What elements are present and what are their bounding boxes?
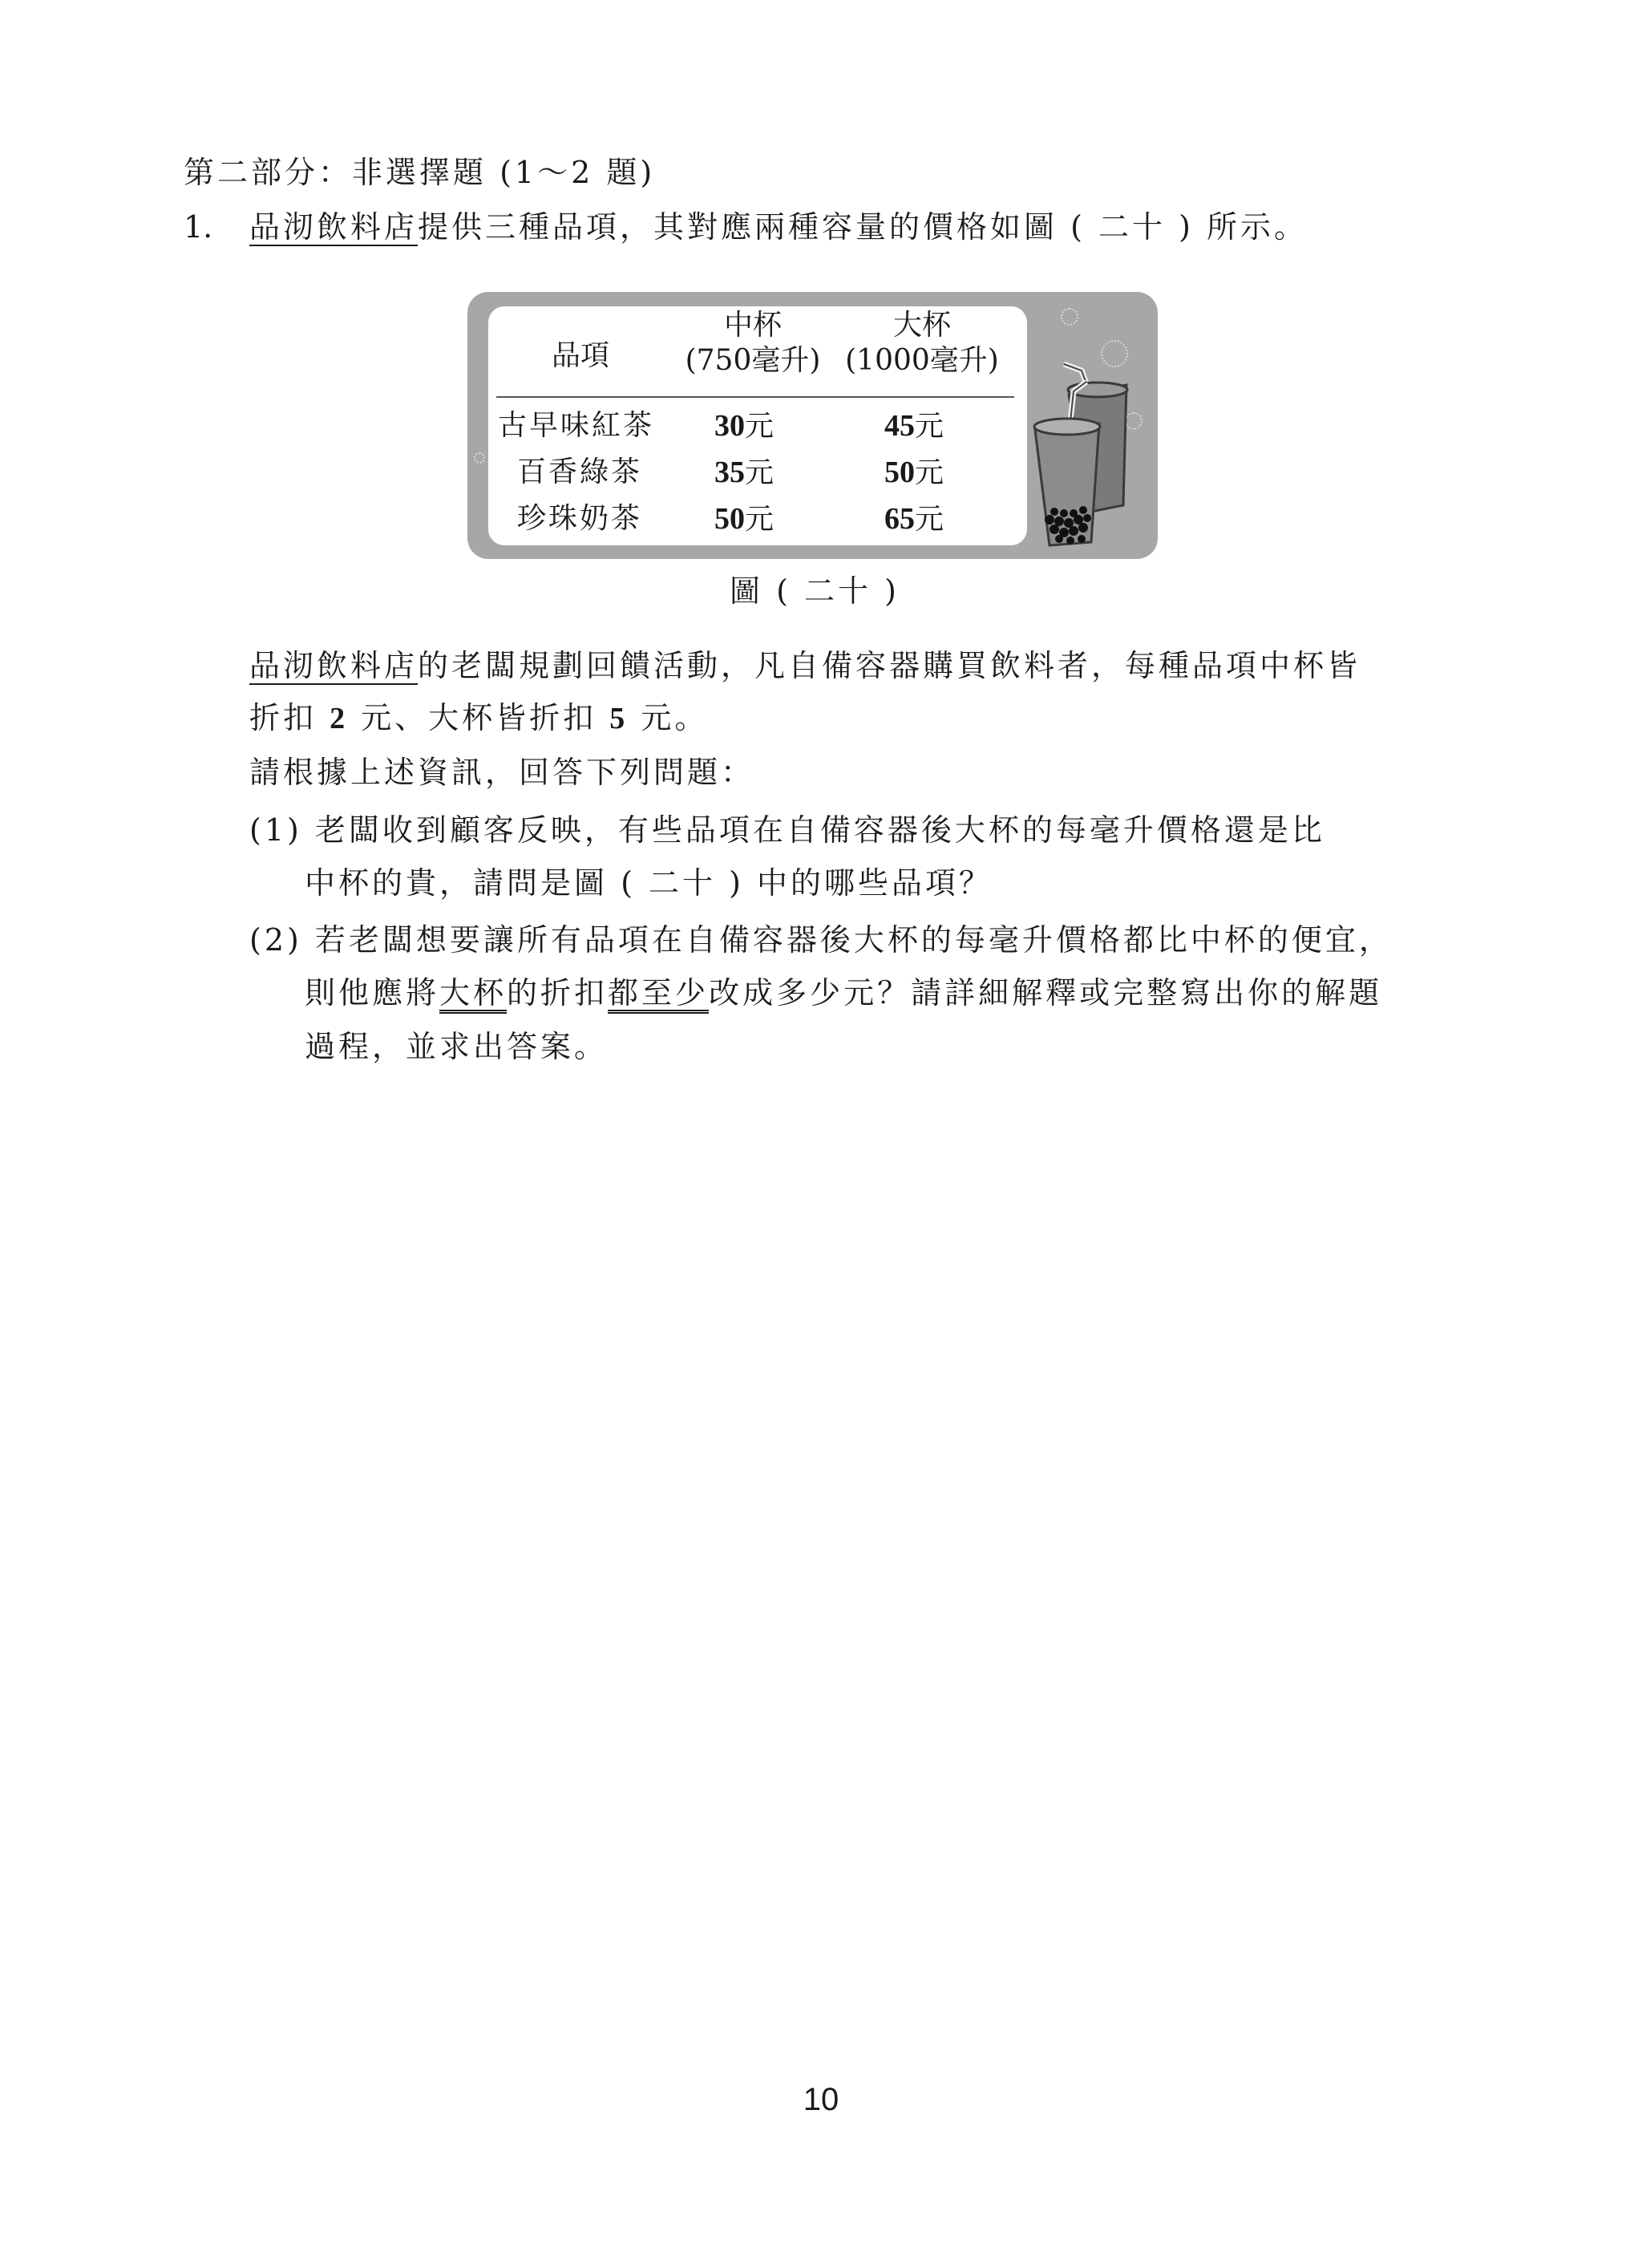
shop-name: 品沏飲料店 xyxy=(249,648,419,683)
row-1-large-price: 45元 xyxy=(884,409,944,443)
row-3-medium-price: 50元 xyxy=(714,502,774,536)
intro-text: 提供三種品項，其對應兩種容量的價格如圖 ( 二十 ) 所示。 xyxy=(418,209,1308,245)
question-1-number: 1. xyxy=(184,209,213,245)
row-2-item: 百香綠茶 xyxy=(517,456,643,488)
para-1-line-2: 折扣 2 元、大杯皆折扣 5 元。 xyxy=(249,700,709,735)
row-2-medium-price: 35元 xyxy=(714,456,774,489)
section-title: 第二部分：非選擇題 (1～2 題) xyxy=(184,155,656,190)
row-2-large-price: 50元 xyxy=(884,456,944,489)
para-1-line-1: 品沏飲料店的老闆規劃回饋活動，凡自備容器購買飲料者，每種品項中杯皆 xyxy=(249,648,1361,683)
sub-question-2-line-1: (2) 若老闆想要讓所有品項在自備容器後大杯的每毫升價格都比中杯的便宜， xyxy=(249,922,1393,958)
header-divider xyxy=(496,396,1014,398)
at-least-emphasis: 都至少 xyxy=(608,975,710,1010)
sub-question-2-line-2: 則他應將大杯的折扣都至少改成多少元？請詳細解釋或完整寫出你的解題 xyxy=(305,975,1383,1010)
price-figure xyxy=(467,292,1158,559)
header-large xyxy=(830,308,1014,379)
question-1-intro xyxy=(249,207,1308,247)
drink-cups-illustration xyxy=(1013,348,1157,549)
price-table xyxy=(488,306,1027,545)
large-cup-emphasis: 大杯 xyxy=(439,975,508,1010)
header-large-volume: (1000毫升) xyxy=(845,344,999,377)
row-3-item: 珍珠奶茶 xyxy=(517,502,643,535)
header-medium-volume: (750毫升) xyxy=(685,344,821,377)
header-large-name: 大杯 xyxy=(892,309,951,342)
row-3-large-price: 65元 xyxy=(884,502,944,536)
sub-question-1-line-1: (1) 老闆收到顧客反映，有些品項在自備容器後大杯的每毫升價格還是比 xyxy=(249,812,1325,848)
figure-caption: 圖 ( 二十 ) xyxy=(730,573,900,609)
header-medium-name: 中杯 xyxy=(723,309,782,342)
page-number: 10 xyxy=(803,2082,839,2117)
row-1-item: 古早味紅茶 xyxy=(498,409,655,442)
sub-question-2-line-3: 過程，並求出答案。 xyxy=(305,1029,609,1064)
header-item: 品項 xyxy=(551,339,609,372)
shop-name: 品沏飲料店 xyxy=(249,209,419,245)
sub-question-1-line-2: 中杯的貴，請問是圖 ( 二十 ) 中的哪些品項？ xyxy=(305,865,993,901)
row-1-medium-price: 30元 xyxy=(714,409,774,443)
para-2: 請根據上述資訊，回答下列問題： xyxy=(249,755,755,790)
header-medium xyxy=(673,308,833,379)
